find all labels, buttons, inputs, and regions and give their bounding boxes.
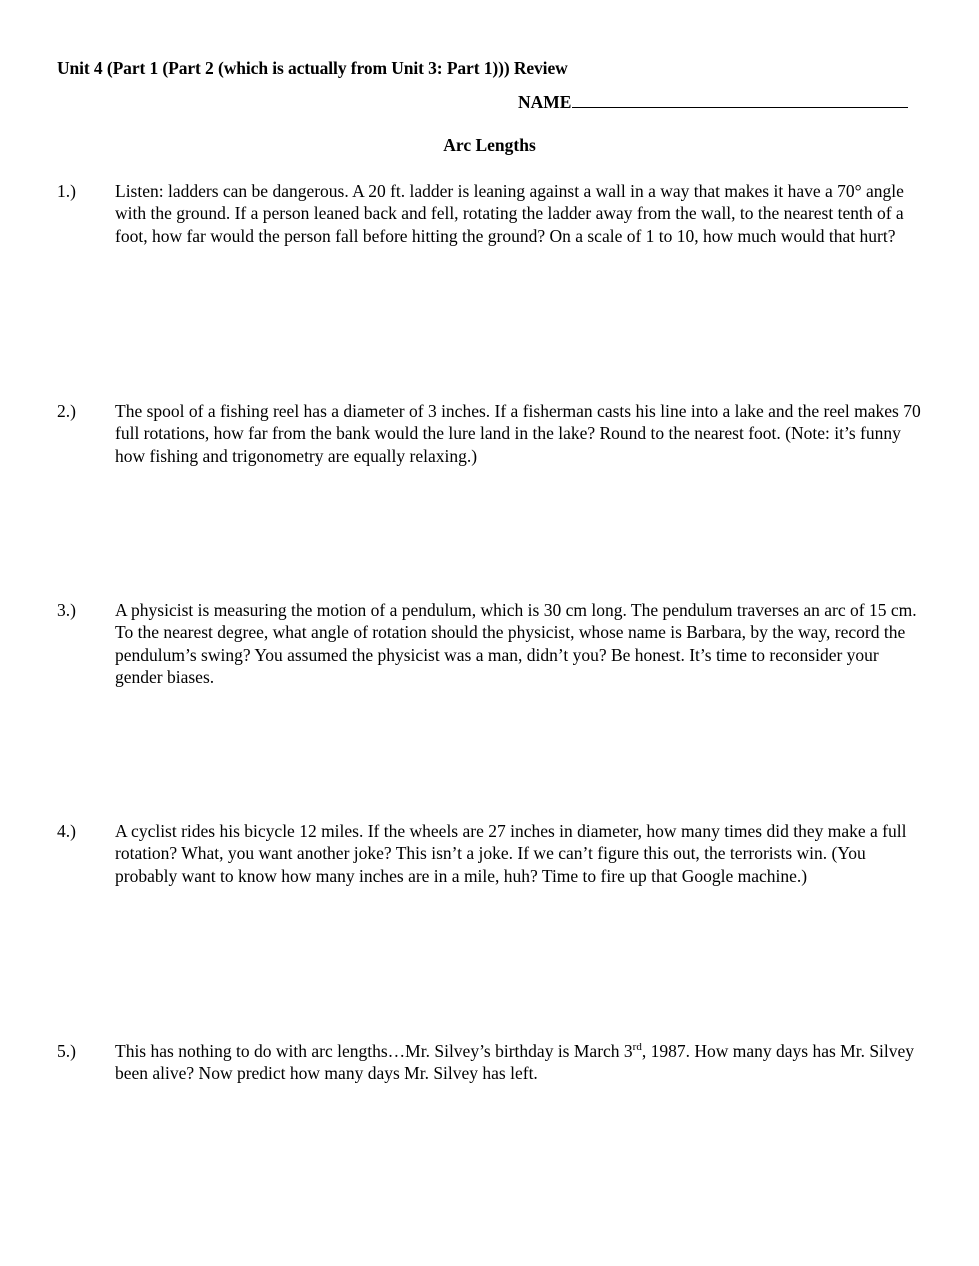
problem-text [115, 1040, 923, 1085]
problem-number: 2.) [57, 401, 76, 421]
problem-text: The spool of a fishing reel has a diameter of 3 inches. If a fisherman casts his line into a lake and the reel makes 70 full rotations, how far from the bank would the lure land in the lake? Round to the nearest foot. (Note: it’s funny how fishing and trigonometry are equally relaxing.) [115, 401, 921, 466]
problem-number: 4.) [57, 821, 76, 841]
problem-number: 5.) [57, 1041, 76, 1061]
worksheet-title: Unit 4 (Part 1 (Part 2 (which is actually from Unit 3: Part 1))) Review [57, 58, 568, 78]
problem-number: 1.) [57, 181, 76, 201]
section-title: Arc Lengths [443, 135, 536, 155]
problem-text: A physicist is measuring the motion of a pendulum, which is 30 cm long. The pendulum traverses an arc of 15 cm. To the nearest degree, what angle of rotation should the physicist, whose name is Barbara, by the way, record the pendulum’s swing? You assumed the physicist was a man, didn’t you? Be honest. It’s time to reconsider your gender biases. [115, 600, 917, 687]
name-field [518, 91, 908, 113]
name-blank-line[interactable] [572, 91, 908, 108]
problem-text-part: This has nothing to do with arc lengths…Mr. Silvey’s birthday is March 3 [115, 1041, 633, 1061]
name-label: NAME [518, 92, 572, 112]
ordinal-superscript: rd [632, 1041, 642, 1054]
problem-number: 3.) [57, 600, 76, 620]
problem-text: Listen: ladders can be dangerous. A 20 ft. ladder is leaning against a wall in a way that makes it have a 70° angle with the ground. If a person leaned back and fell, rotating the ladder away from the wall, to the nearest tenth of a foot, how far would the person fall before hitting the ground? On a scale of 1 to 10, how much would that hurt? [115, 181, 904, 246]
problem-text: A cyclist rides his bicycle 12 miles. If the wheels are 27 inches in diameter, how many times did they make a full rotation? What, you want another joke? This isn’t a joke. If we can’t figure this out, the terrorists win. (You probably want to know how many inches are in a mile, huh? Time to fire up that Google machine.) [115, 821, 907, 886]
problem-text-part: , 1987. How many days has Mr. Silvey been alive? Now predict how many days Mr. Silvey has left. [115, 1041, 915, 1084]
